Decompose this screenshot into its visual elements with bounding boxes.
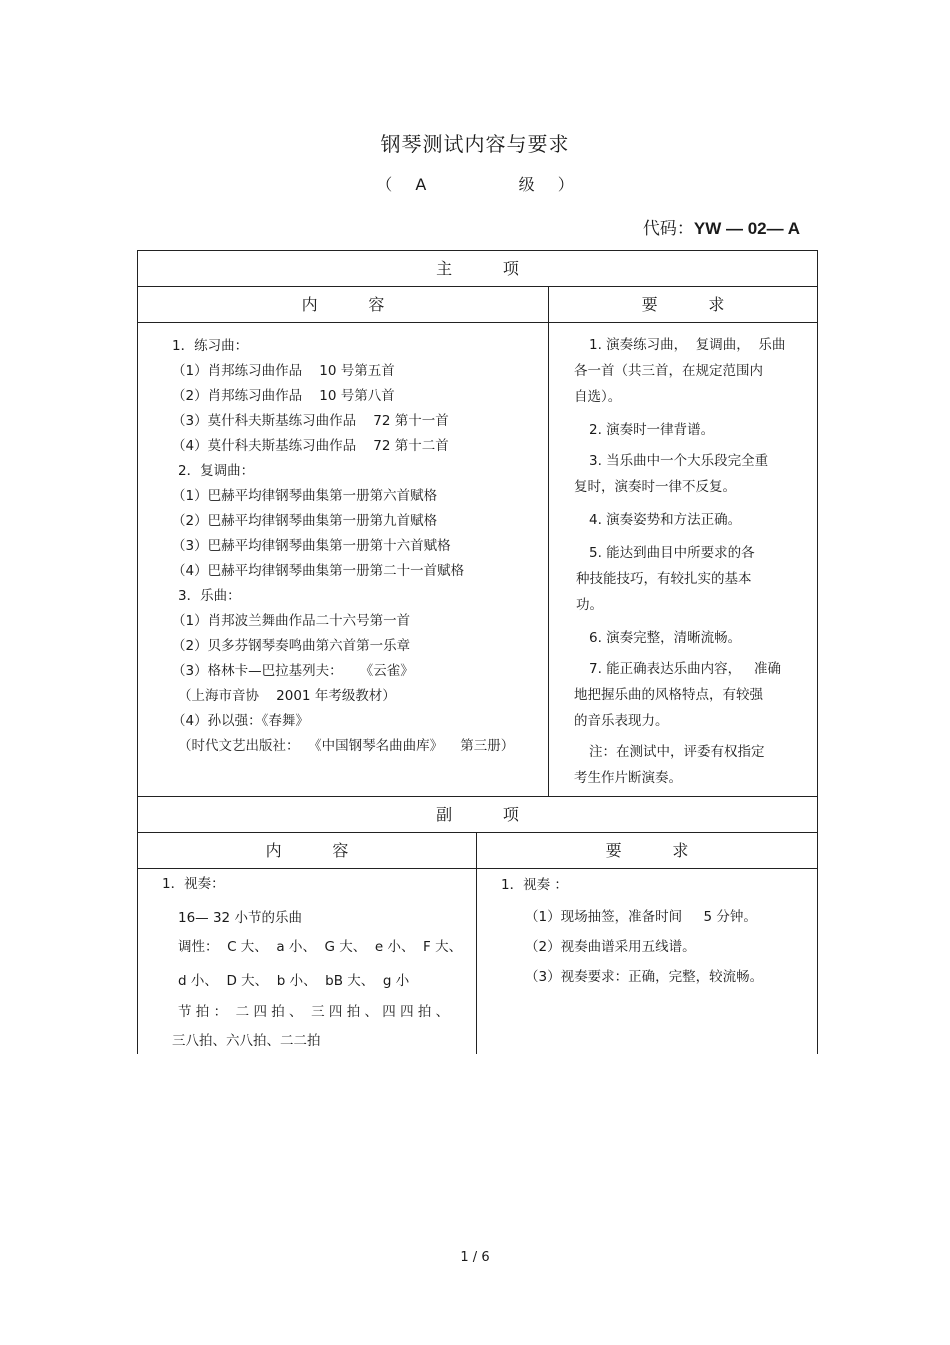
requirement-line: 各一首（共三首，在规定范围内: [574, 363, 763, 379]
secondary-body: [138, 869, 817, 1054]
code-label: 代码：: [642, 219, 694, 239]
list-item: （2）贝多芬钢琴奏鸣曲第六首第一乐章: [172, 638, 411, 654]
requirement-line: （1）现场抽签，准备时间 5 分钟。: [525, 909, 757, 925]
secondary-content-cell: [138, 869, 477, 1054]
list-item: （2）肖邦练习曲作品 10 号第八首: [172, 388, 395, 404]
list-item: （4）巴赫平均律钢琴曲集第一册第二十一首赋格: [172, 563, 465, 579]
main-table: [137, 250, 818, 1054]
list-item: 节 拍 ： 二 四 拍 、 三 四 拍 、 四 四 拍 、: [178, 1004, 450, 1020]
list-item: 1．视奏：: [162, 876, 225, 892]
list-item: 16— 32 小节的乐曲: [178, 910, 302, 926]
level-label: （ A 级 ）: [376, 175, 574, 194]
main-content-cell: [138, 323, 549, 796]
list-item: 1．练习曲：: [172, 338, 249, 354]
requirement-line: 考生作片断演奏。: [574, 770, 682, 786]
code-value: YW — 02— A: [693, 219, 800, 238]
requirement-line: 的音乐表现力。: [574, 713, 669, 729]
requirement-line: 注：在测试中，评委有权指定: [589, 744, 765, 760]
list-item: 3．乐曲：: [178, 588, 241, 604]
page-number: 1 / 6: [460, 1250, 490, 1265]
secondary-requirement-header: 要 求: [605, 841, 689, 860]
requirement-line: 功。: [576, 597, 603, 613]
requirement-line: （2）视奏曲谱采用五线谱。: [525, 939, 696, 955]
secondary-requirement-cell: [477, 869, 817, 1054]
requirement-line: 3. 当乐曲中一个大乐段完全重: [589, 453, 769, 469]
secondary-section-header: 副 项: [138, 797, 817, 833]
list-item: （2）巴赫平均律钢琴曲集第一册第九首赋格: [172, 513, 438, 529]
main-body: [138, 323, 817, 797]
requirement-line: 种技能技巧，有较扎实的基本: [576, 571, 752, 587]
list-item: （1）肖邦练习曲作品 10 号第五首: [172, 363, 395, 379]
list-item: （3）巴赫平均律钢琴曲集第一册第十六首赋格: [172, 538, 451, 554]
list-item: （4）莫什科夫斯基练习曲作品 72 第十二首: [172, 438, 449, 454]
list-item: （1）肖邦波兰舞曲作品二十六号第一首: [172, 613, 411, 629]
secondary-content-header: 内 容: [138, 833, 477, 868]
requirement-line: 地把握乐曲的风格特点，有较强: [574, 687, 763, 703]
document-title: 钢琴测试内容与要求: [380, 132, 570, 156]
list-item: 调性： C 大、 a 小、 G 大、 e 小、 F 大、: [178, 939, 463, 955]
main-requirement-cell: [549, 323, 817, 796]
list-item: （3）格林卡—巴拉基列夫： 《云雀》: [172, 663, 414, 679]
requirement-line: 复时，演奏时一律不反复。: [574, 479, 736, 495]
list-item: （时代文艺出版社： 《中国钢琴名曲曲库》 第三册）: [178, 738, 515, 754]
secondary-column-headers: [138, 833, 817, 869]
main-requirement-header: 要 求: [641, 295, 725, 314]
requirement-line: 4. 演奏姿势和方法正确。: [589, 512, 742, 528]
requirement-line: 2. 演奏时一律背谱。: [589, 422, 715, 438]
list-item: （4）孙以强：《春舞》: [172, 713, 309, 729]
list-item: （3）莫什科夫斯基练习曲作品 72 第十一首: [172, 413, 449, 429]
list-item: （1）巴赫平均律钢琴曲集第一册第六首赋格: [172, 488, 438, 504]
list-item: （上海市音协 2001 年考级教材）: [178, 688, 396, 704]
requirement-line: （3）视奏要求：正确，完整，较流畅。: [525, 969, 764, 985]
main-content-header: 内 容: [138, 287, 549, 322]
requirement-line: 1. 演奏练习曲， 复调曲， 乐曲: [589, 337, 786, 353]
code-line: [643, 214, 800, 239]
requirement-line: 6. 演奏完整，清晰流畅。: [589, 630, 742, 646]
main-column-headers: [138, 287, 817, 323]
list-item: d 小、 D 大、 b 小、 bB 大、 g 小: [178, 973, 410, 989]
requirement-line: 7. 能正确表达乐曲内容， 准确: [589, 661, 782, 677]
list-item: 三八拍、六八拍、二二拍: [172, 1033, 321, 1049]
main-section-header: 主 项: [138, 251, 817, 287]
requirement-line: 5. 能达到曲目中所要求的各: [589, 545, 755, 561]
list-item: 2．复调曲：: [178, 463, 255, 479]
requirement-line: 1．视奏 ：: [501, 877, 568, 893]
requirement-line: 自选）。: [574, 389, 622, 405]
